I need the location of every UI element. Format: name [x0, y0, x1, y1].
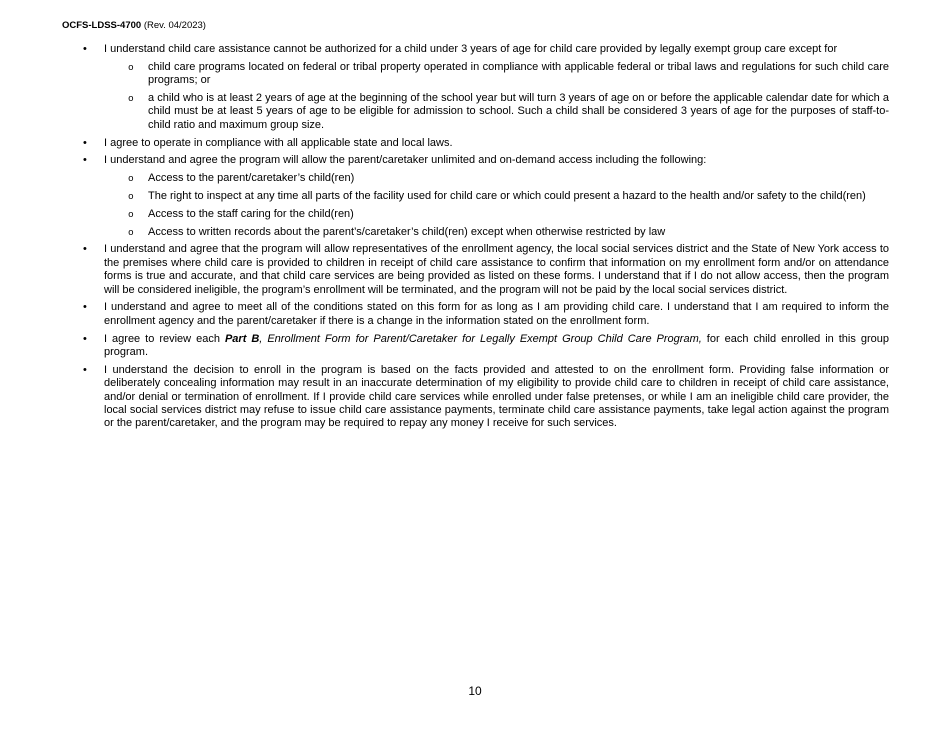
list-item — [83, 301, 889, 328]
bullet-icon: • — [83, 301, 87, 314]
list-item-text: I understand and agree the program will allow the parent/caretaker unlimited and on-demand access including the following: — [104, 154, 707, 167]
list-subitem-text: The right to inspect at any time all parts of the facility used for child care or which could present a hazard to the health and/or safety to the child(ren) — [148, 190, 866, 202]
list-subitem — [83, 208, 889, 221]
list-subitem — [83, 172, 889, 185]
list-item-text: I understand the decision to enroll in the program is based on the facts provided and attested to on the enrollment form. Providing false information or deliberately concealing information may result in an inaccurate determination of my eligibility to provide child care to children in receipt of child care assistance, and/or denial or termination of enrollment. If I provide child care services while enrolled under false pretenses, or while I am an ineligible child care provider, the local social services district may refuse to issue child care assistance payments, terminate child care assistance payments, take legal action against the program or the parent/caretaker, and the program may be required to repay any money I receive for such services. — [104, 363, 889, 430]
list-item-text: I understand and agree to meet all of the conditions stated on this form for as long as I am providing child care. I understand that I am required to inform the enrollment agency and the parent/caretaker if there is a change in the information stated on the enrollment form. — [104, 301, 889, 327]
list-item — [83, 364, 889, 431]
text-segment-bold-italic: Part B — [224, 332, 260, 345]
circle-bullet-icon: o — [128, 208, 134, 220]
list-subitem — [83, 61, 889, 88]
text-segment: I agree to review each — [104, 332, 225, 345]
agreement-list — [83, 43, 889, 435]
form-revision: (Rev. 04/2023) — [141, 20, 206, 31]
list-subitem-text: a child who is at least 2 years of age at the beginning of the school year but will turn 3 years of age on or before the applicable calendar date for which a child must be at least 5 years of age to be eligible for admission to school. Such a child shall be considered 3 years of age for the purposes of staff-to-child ratio and maximum group size. — [148, 92, 889, 131]
bullet-icon: • — [83, 136, 87, 149]
bullet-icon: • — [83, 332, 87, 345]
list-subitem-text: child care programs located on federal or tribal property operated in compliance with applicable federal or tribal laws and regulations for such child care programs; or — [148, 60, 889, 87]
bullet-icon: • — [83, 363, 87, 376]
list-subitem-text: Access to the staff caring for the child(ren) — [148, 207, 354, 220]
list-subitem — [83, 92, 889, 132]
form-number: OCFS-LDSS-4700 — [62, 20, 142, 31]
list-item — [83, 137, 889, 150]
circle-bullet-icon: o — [128, 173, 134, 185]
text-segment: for each child enrolled in this group program. — [104, 332, 889, 359]
list-item-text: I understand and agree that the program will allow representatives of the enrollment agency, the local social services district and the State of New York access to the premises where child care is provided to children in receipt of child care assistance to confirm that information on my enrollment form and/or on attendance forms is true and accurate, and that child care services are being provided as listed on these forms. I understand that if I do not allow access, then the program will be considered ineligible, the program’s enrollment will be terminated, and the program will not be paid by the local social services district. — [104, 243, 889, 296]
list-item — [83, 333, 889, 360]
list-item-text — [104, 333, 889, 360]
circle-bullet-icon: o — [128, 191, 134, 202]
circle-bullet-icon: o — [128, 226, 134, 238]
form-header — [62, 20, 206, 32]
list-subitem-text: Access to the parent/caretaker’s child(ren) — [148, 172, 355, 185]
list-subitem-text: Access to written records about the parent’s/caretaker’s child(ren) except when otherwise restricted by law — [148, 225, 666, 238]
text-segment-italic: , Enrollment Form for Parent/Caretaker for Legally Exempt Group Child Care Program, — [259, 332, 702, 345]
page-number: 10 — [468, 684, 482, 698]
circle-bullet-icon: o — [128, 61, 134, 73]
list-item-text: I agree to operate in compliance with all applicable state and local laws. — [104, 136, 453, 149]
list-item — [83, 243, 889, 297]
list-subitem — [83, 190, 889, 203]
bullet-icon: • — [83, 43, 87, 55]
list-item-text: I understand child care assistance cannot be authorized for a child under 3 years of age for child care provided by legally exempt group care except for — [104, 43, 838, 55]
circle-bullet-icon: o — [128, 93, 134, 104]
list-subitem — [83, 226, 889, 239]
bullet-icon: • — [83, 243, 87, 256]
list-item — [83, 154, 889, 167]
bullet-icon: • — [83, 154, 87, 167]
list-item — [83, 43, 889, 56]
